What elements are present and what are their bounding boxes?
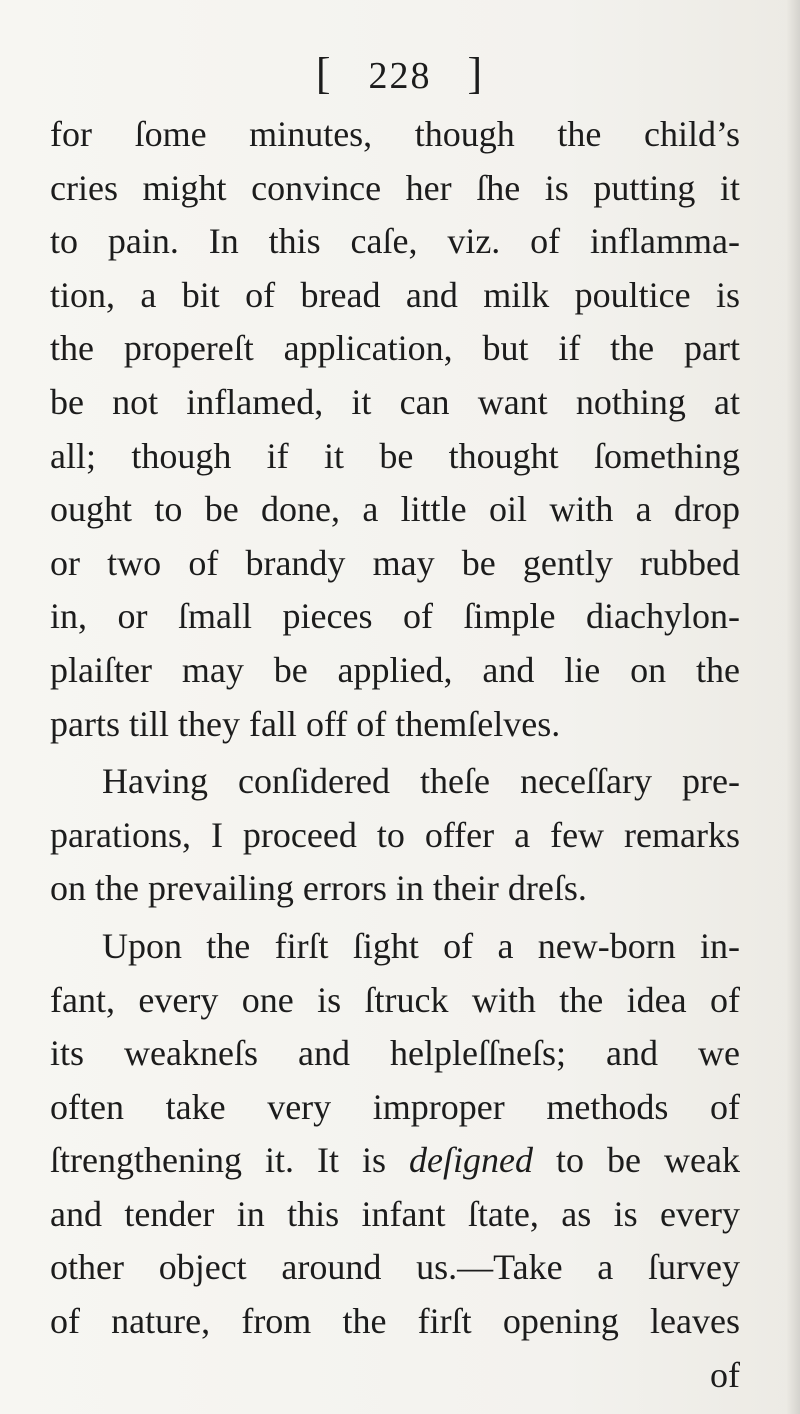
text-line: parts till they fall off of themſelves. <box>50 703 561 744</box>
catchword: of <box>710 1354 740 1395</box>
body-text <box>50 108 740 1402</box>
text-line: Upon the firſt ſight of a new-born in- <box>102 925 740 966</box>
text-line: on the prevailing errors in their dreſs. <box>50 868 587 909</box>
text-line: cries might convince her ſhe is putting it <box>50 167 740 208</box>
text-line: Having conſidered theſe neceſſary pre- <box>102 761 740 802</box>
text-segment: ſtrengthening it. It is <box>50 1140 410 1181</box>
page-header <box>0 48 800 99</box>
text-line: or two of brandy may be gently rubbed <box>50 542 740 583</box>
text-line: all; though if it be thought ſomething <box>50 435 740 476</box>
text-line: in, or ſmall pieces of ſimple diachylon- <box>50 596 740 637</box>
text-line: fant, every one is ſtruck with the idea of <box>50 979 740 1020</box>
text-line: ought to be done, a little oil with a drop <box>50 489 740 530</box>
text-line: be not inflamed, it can want nothing at <box>50 381 740 422</box>
text-line: other object around us.—Take a ſurvey <box>50 1247 740 1288</box>
text-line-with-italic <box>50 1134 740 1188</box>
italic-word: deſigned <box>409 1140 533 1181</box>
text-line: of nature, from the firſt opening leaves <box>50 1301 740 1342</box>
text-line: the propereſt application, but if the part <box>50 328 740 369</box>
text-line: its weakneſs and helpleſſneſs; and we <box>50 1033 740 1074</box>
text-line: and tender in this infant ſtate, as is every <box>50 1193 740 1234</box>
text-segment: to be weak <box>533 1140 740 1181</box>
open-bracket: [ <box>315 49 333 98</box>
text-line: parations, I proceed to offer a few remarks <box>50 814 740 855</box>
text-line: often take very improper methods of <box>50 1086 740 1127</box>
page-number: 228 <box>368 55 432 97</box>
page-edge-shadow <box>786 0 800 1414</box>
text-line: plaiſter may be applied, and lie on the <box>50 649 740 690</box>
text-line: to pain. In this caſe, viz. of inflamma- <box>50 221 740 262</box>
close-bracket: ] <box>467 49 485 98</box>
text-line: tion, a bit of bread and milk poultice is <box>50 274 740 315</box>
text-line: for ſome minutes, though the child’s <box>50 114 740 154</box>
